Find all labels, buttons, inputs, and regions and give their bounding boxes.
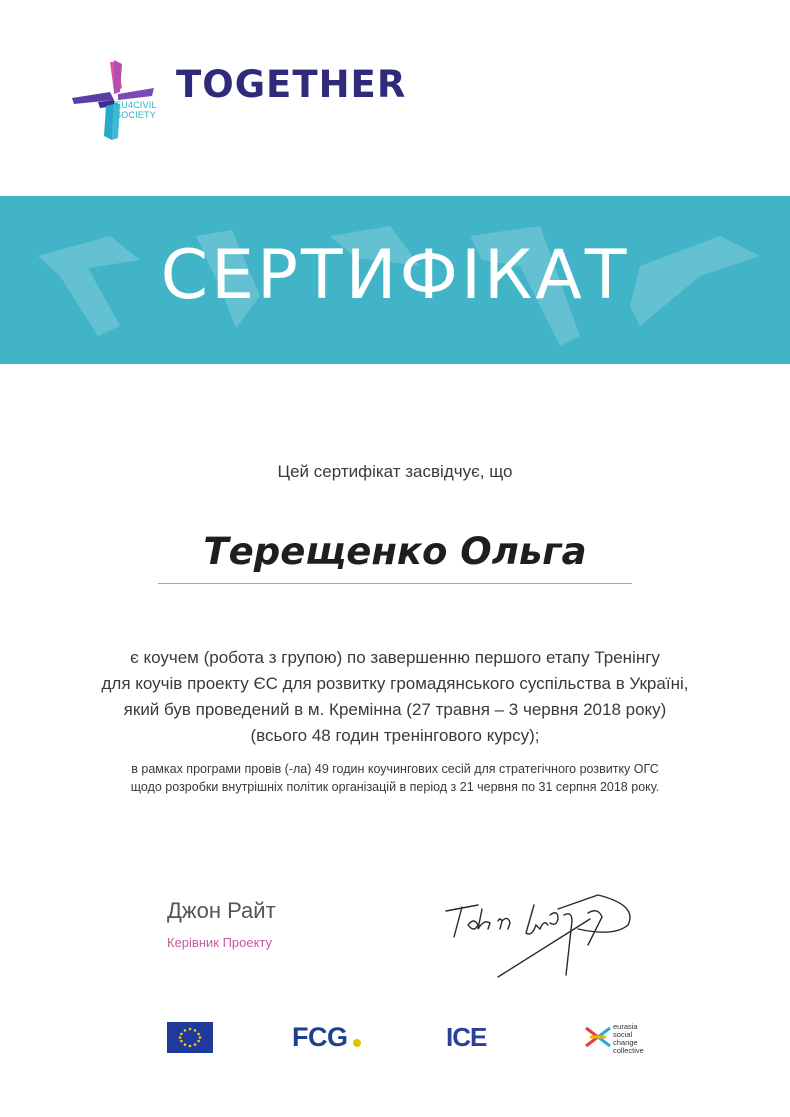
esc-line: collective [613,1046,644,1055]
esc-logo-text [613,1023,644,1055]
esc-line: eurasia [613,1022,638,1031]
certificate-main-text [0,645,790,749]
name-underline [158,583,632,584]
secondary-line: в рамках програми провів (-ла) 49 годин коучингових сесій для стратегічного розвитку ОГС [131,762,659,776]
recipient-name: Терещенко Ольга [203,530,587,573]
fcg-logo: FCG [292,1022,348,1052]
ice-logo: ICE [446,1022,487,1052]
certificate-banner [0,196,790,364]
main-line: є коучем (робота з групою) по завершенню першого етапу Тренінгу [130,648,660,667]
signer-role: Керівник Проекту [167,935,273,950]
main-line: для коучів проекту ЄС для розвитку громадянського суспільства в Україні, [101,674,689,693]
main-line: (всього 48 годин тренінгового курсу); [250,726,540,745]
banner-title: СЕРТИФІКАТ [160,236,630,315]
logo-sub-line2: SOCIETY [115,110,156,120]
fcg-dot-icon [353,1039,361,1047]
logo-subtitle [115,100,157,120]
main-line: який був проведений в м. Кремінна (27 травня – 3 червня 2018 року) [123,700,667,719]
signer-name: Джон Райт [167,898,276,923]
esc-logo-icon [584,1024,612,1050]
esc-line: social [613,1030,633,1039]
handwritten-signature [438,885,648,985]
esc-line: change [613,1038,638,1047]
certificate-secondary-text [0,760,790,796]
certificate-intro: Цей сертифікат засвідчує, що [277,462,513,481]
eu-flag-icon [167,1022,213,1053]
logo-sub-line1: EU4CIVIL [115,100,157,110]
brand-title: TOGETHER [176,63,407,106]
secondary-line: щодо розробки внутрішніх політик організацій в період з 21 червня по 31 серпня 2018 року. [130,780,660,794]
